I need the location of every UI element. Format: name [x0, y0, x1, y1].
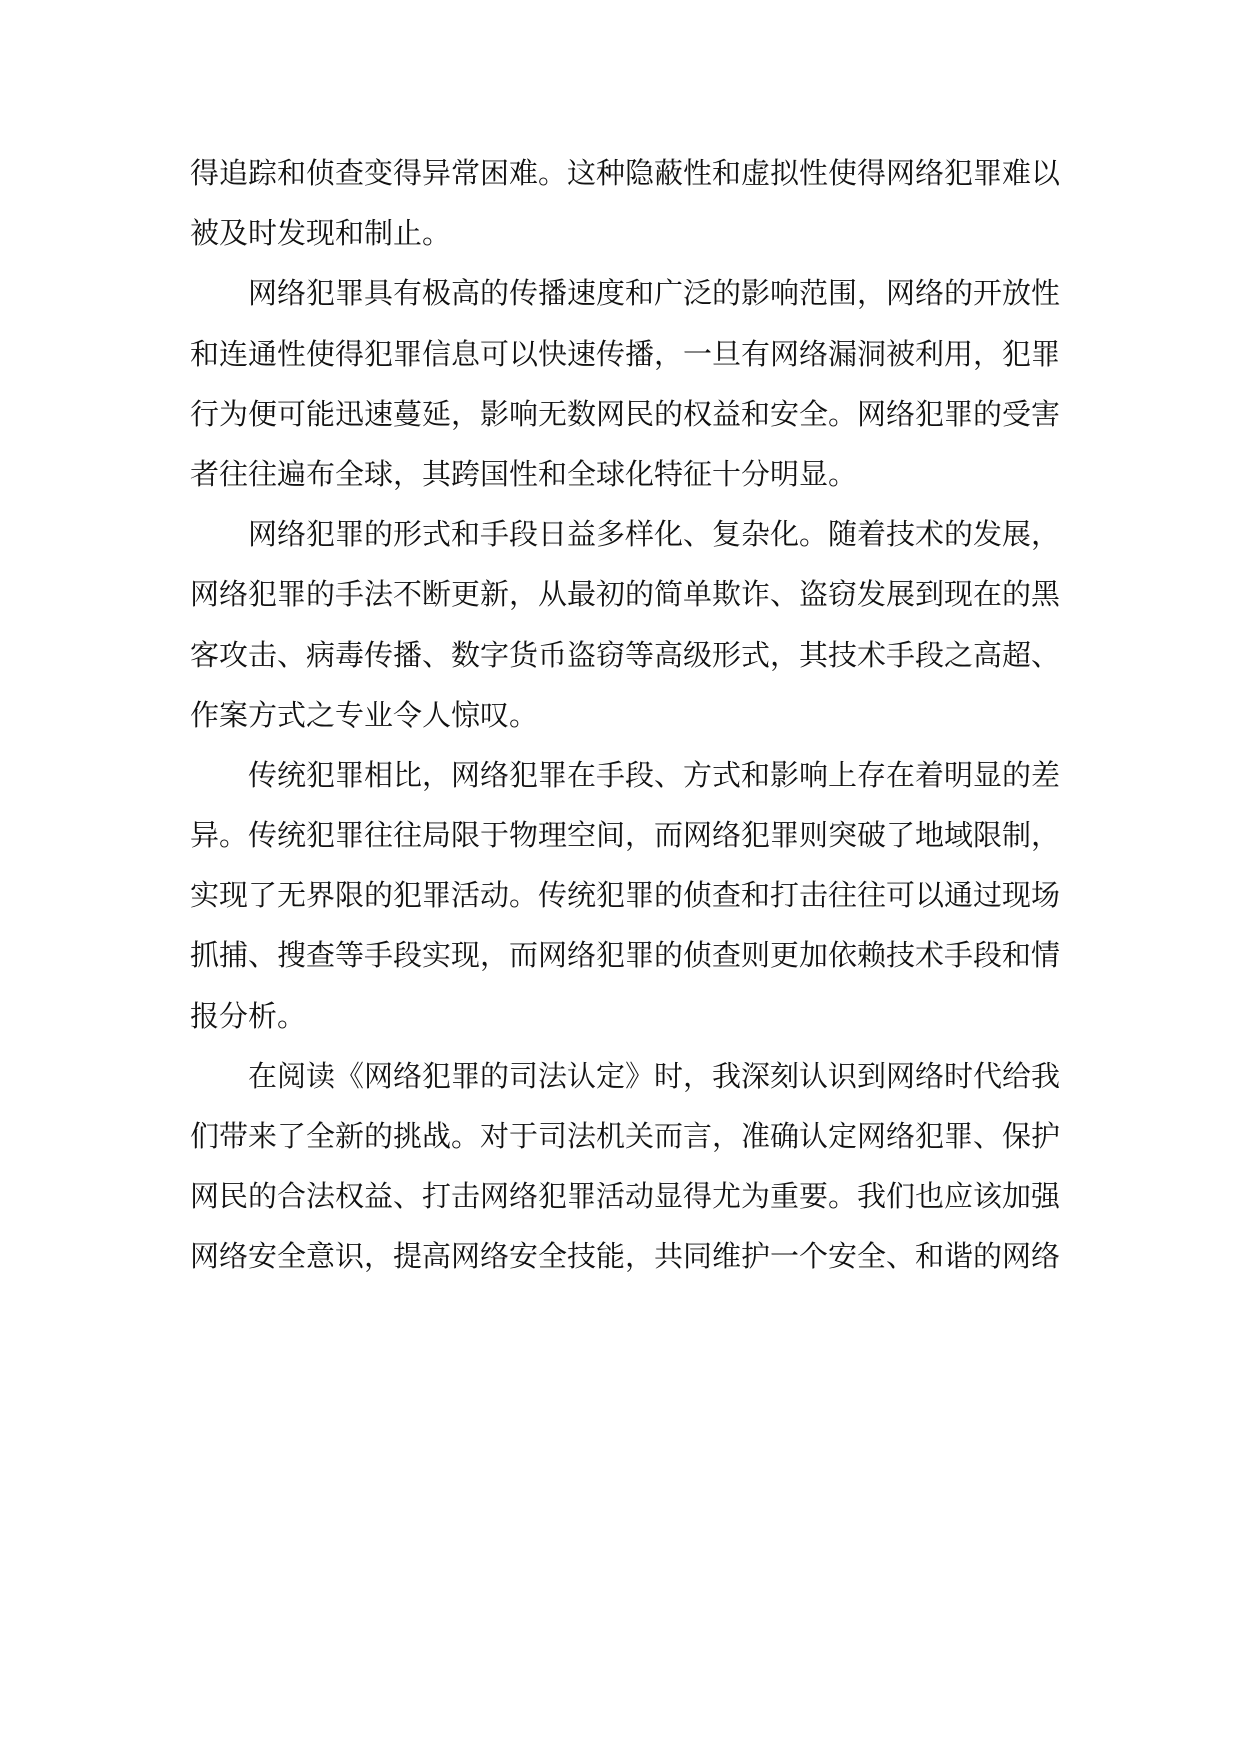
paragraph-3: [190, 504, 1070, 745]
text-line: 们带来了全新的挑战。对于司法机关而言，准确认定网络犯罪、保护: [190, 1119, 1061, 1153]
text-line: 作案方式之专业令人惊叹。: [190, 697, 539, 732]
text-line: 实现了无界限的犯罪活动。传统犯罪的侦查和打击往往可以通过现场: [190, 878, 1061, 913]
text-line: 网民的合法权益、打击网络犯罪活动显得尤为重要。我们也应该加强: [190, 1179, 1061, 1214]
text-line: 网络犯罪的手法不断更新，从最初的简单欺诈、盗窃发展到现在的黑: [190, 577, 1061, 612]
paragraph-5: [190, 1046, 1070, 1287]
text-line: 在阅读《网络犯罪的司法认定》时，我深刻认识到网络时代给我: [248, 1058, 1061, 1093]
paragraph-1: [190, 143, 1070, 263]
text-line: 异。传统犯罪往往局限于物理空间，而网络犯罪则突破了地域限制，: [190, 818, 1061, 853]
text-line: 网络犯罪具有极高的传播速度和广泛的影响范围，网络的开放性: [248, 276, 1061, 311]
text-line: 者往往遍布全球，其跨国性和全球化特征十分明显。: [190, 456, 858, 491]
paragraph-2: [190, 263, 1070, 504]
paragraph-4: [190, 745, 1070, 1046]
text-line: 行为便可能迅速蔓延，影响无数网民的权益和安全。网络犯罪的受害: [190, 396, 1061, 431]
text-line: 网络安全意识，提高网络安全技能，共同维护一个安全、和谐的网络: [190, 1239, 1061, 1274]
text-line: 网络犯罪的形式和手段日益多样化、复杂化。随着技术的发展，: [248, 517, 1061, 552]
text-line: 和连通性使得犯罪信息可以快速传播，一旦有网络漏洞被利用，犯罪: [190, 336, 1061, 371]
text-line: 得追踪和侦查变得异常困难。这种隐蔽性和虚拟性使得网络犯罪难以: [190, 156, 1061, 190]
document-body: [190, 143, 1070, 1287]
text-line: 客攻击、病毒传播、数字货币盗窃等高级形式，其技术手段之高超、: [190, 637, 1061, 672]
text-line: 报分析。: [190, 998, 307, 1033]
text-line: 被及时发现和制止。: [190, 216, 452, 251]
text-line: 抓捕、搜查等手段实现，而网络犯罪的侦查则更加依赖技术手段和情: [190, 938, 1061, 973]
text-line: 传统犯罪相比，网络犯罪在手段、方式和影响上存在着明显的差: [248, 757, 1061, 792]
